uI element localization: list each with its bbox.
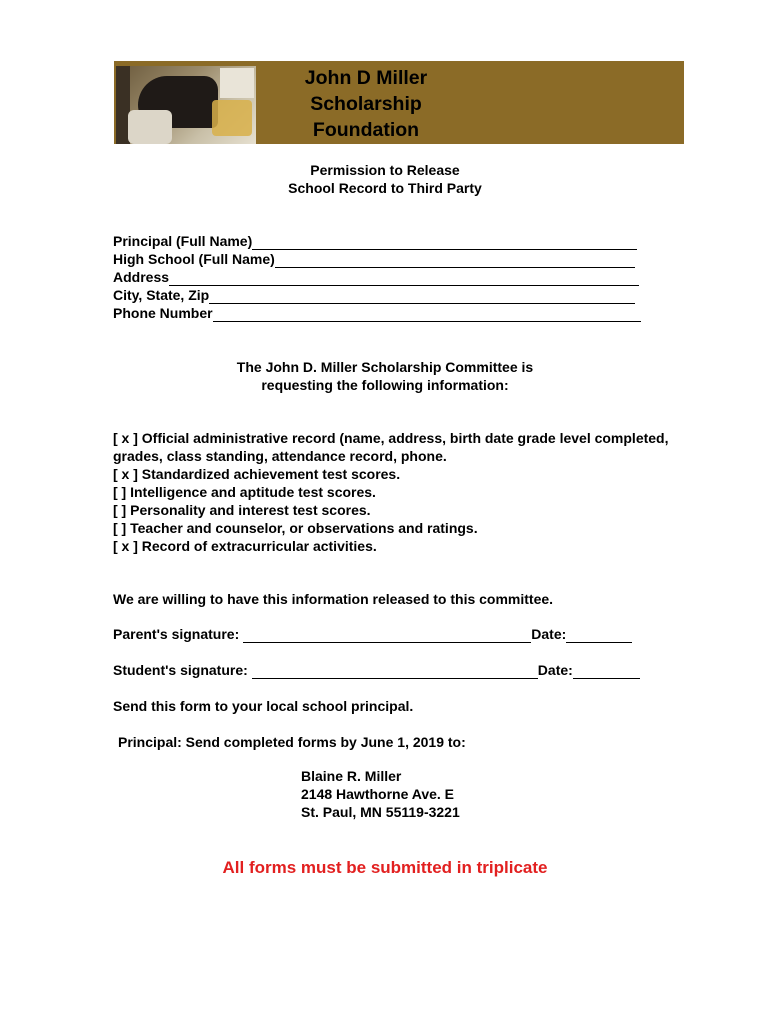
- fill-line[interactable]: [169, 272, 639, 286]
- request-line-2: requesting the following information:: [261, 377, 509, 393]
- form-heading-line-1: Permission to Release: [310, 162, 460, 178]
- checklist-item[interactable]: [ x ] Standardized achievement test scores.: [113, 466, 401, 482]
- field-phone-number[interactable]: [113, 304, 658, 322]
- request-line-1: The John D. Miller Scholarship Committee is: [236, 359, 534, 375]
- send-instruction: Send this form to your local school principal.: [113, 698, 414, 714]
- student-signature-row: [113, 661, 640, 679]
- field-label: City, State, Zip: [113, 287, 210, 303]
- address-name: Blaine R. Miller: [301, 768, 402, 784]
- banner-photo: [116, 66, 256, 144]
- field-label: Principal (Full Name): [113, 233, 253, 249]
- principal-instruction: Principal: Send completed forms by June 1, 2019 to:: [118, 734, 466, 750]
- fill-line[interactable]: [209, 290, 635, 304]
- field-principal-name[interactable]: [113, 232, 658, 250]
- triplicate-notice: All forms must be submitted in triplicate: [222, 858, 548, 877]
- title-line-1: John D Miller: [304, 67, 428, 89]
- checklist-item[interactable]: [ x ] Official administrative record (name, address, birth date grade level completed, grades, class standing, attendance record, phone.: [113, 430, 669, 464]
- field-label: Address: [113, 269, 170, 285]
- student-date-label: Date:: [537, 662, 573, 678]
- information-checklist: [113, 429, 673, 555]
- parent-signature-line[interactable]: [243, 629, 531, 643]
- organization-title: [266, 65, 466, 143]
- fill-line[interactable]: [275, 254, 635, 268]
- fill-line[interactable]: [213, 308, 641, 322]
- field-address[interactable]: [113, 268, 658, 286]
- title-line-2: Scholarship: [310, 93, 422, 115]
- parent-signature-row: [113, 625, 632, 643]
- field-label: Phone Number: [113, 305, 213, 321]
- form-heading: [235, 161, 535, 197]
- student-signature-line[interactable]: [252, 665, 538, 679]
- checklist-item[interactable]: [ ] Personality and interest test scores.: [113, 502, 371, 518]
- field-label: High School (Full Name): [113, 251, 275, 267]
- release-statement: We are willing to have this information released to this committee.: [113, 591, 554, 607]
- field-high-school-name[interactable]: [113, 250, 658, 268]
- fill-line[interactable]: [252, 236, 637, 250]
- checklist-item[interactable]: [ x ] Record of extracurricular activities.: [113, 538, 377, 554]
- parent-signature-label: Parent's signature:: [113, 626, 240, 642]
- title-line-3: Foundation: [312, 119, 420, 141]
- student-date-line[interactable]: [573, 665, 640, 679]
- form-heading-line-2: School Record to Third Party: [288, 180, 482, 196]
- checklist-item[interactable]: [ ] Intelligence and aptitude test scores.: [113, 484, 376, 500]
- student-signature-label: Student's signature:: [113, 662, 248, 678]
- field-city-state-zip[interactable]: [113, 286, 658, 304]
- parent-date-label: Date:: [531, 626, 567, 642]
- checklist-item[interactable]: [ ] Teacher and counselor, or observations and ratings.: [113, 520, 478, 536]
- mailing-address: [301, 767, 460, 821]
- address-street: 2148 Hawthorne Ave. E: [301, 786, 455, 802]
- request-statement: [185, 358, 585, 394]
- header-banner: [114, 61, 684, 144]
- school-info-fields: [113, 232, 658, 322]
- parent-date-line[interactable]: [566, 629, 632, 643]
- address-city: St. Paul, MN 55119-3221: [301, 804, 460, 820]
